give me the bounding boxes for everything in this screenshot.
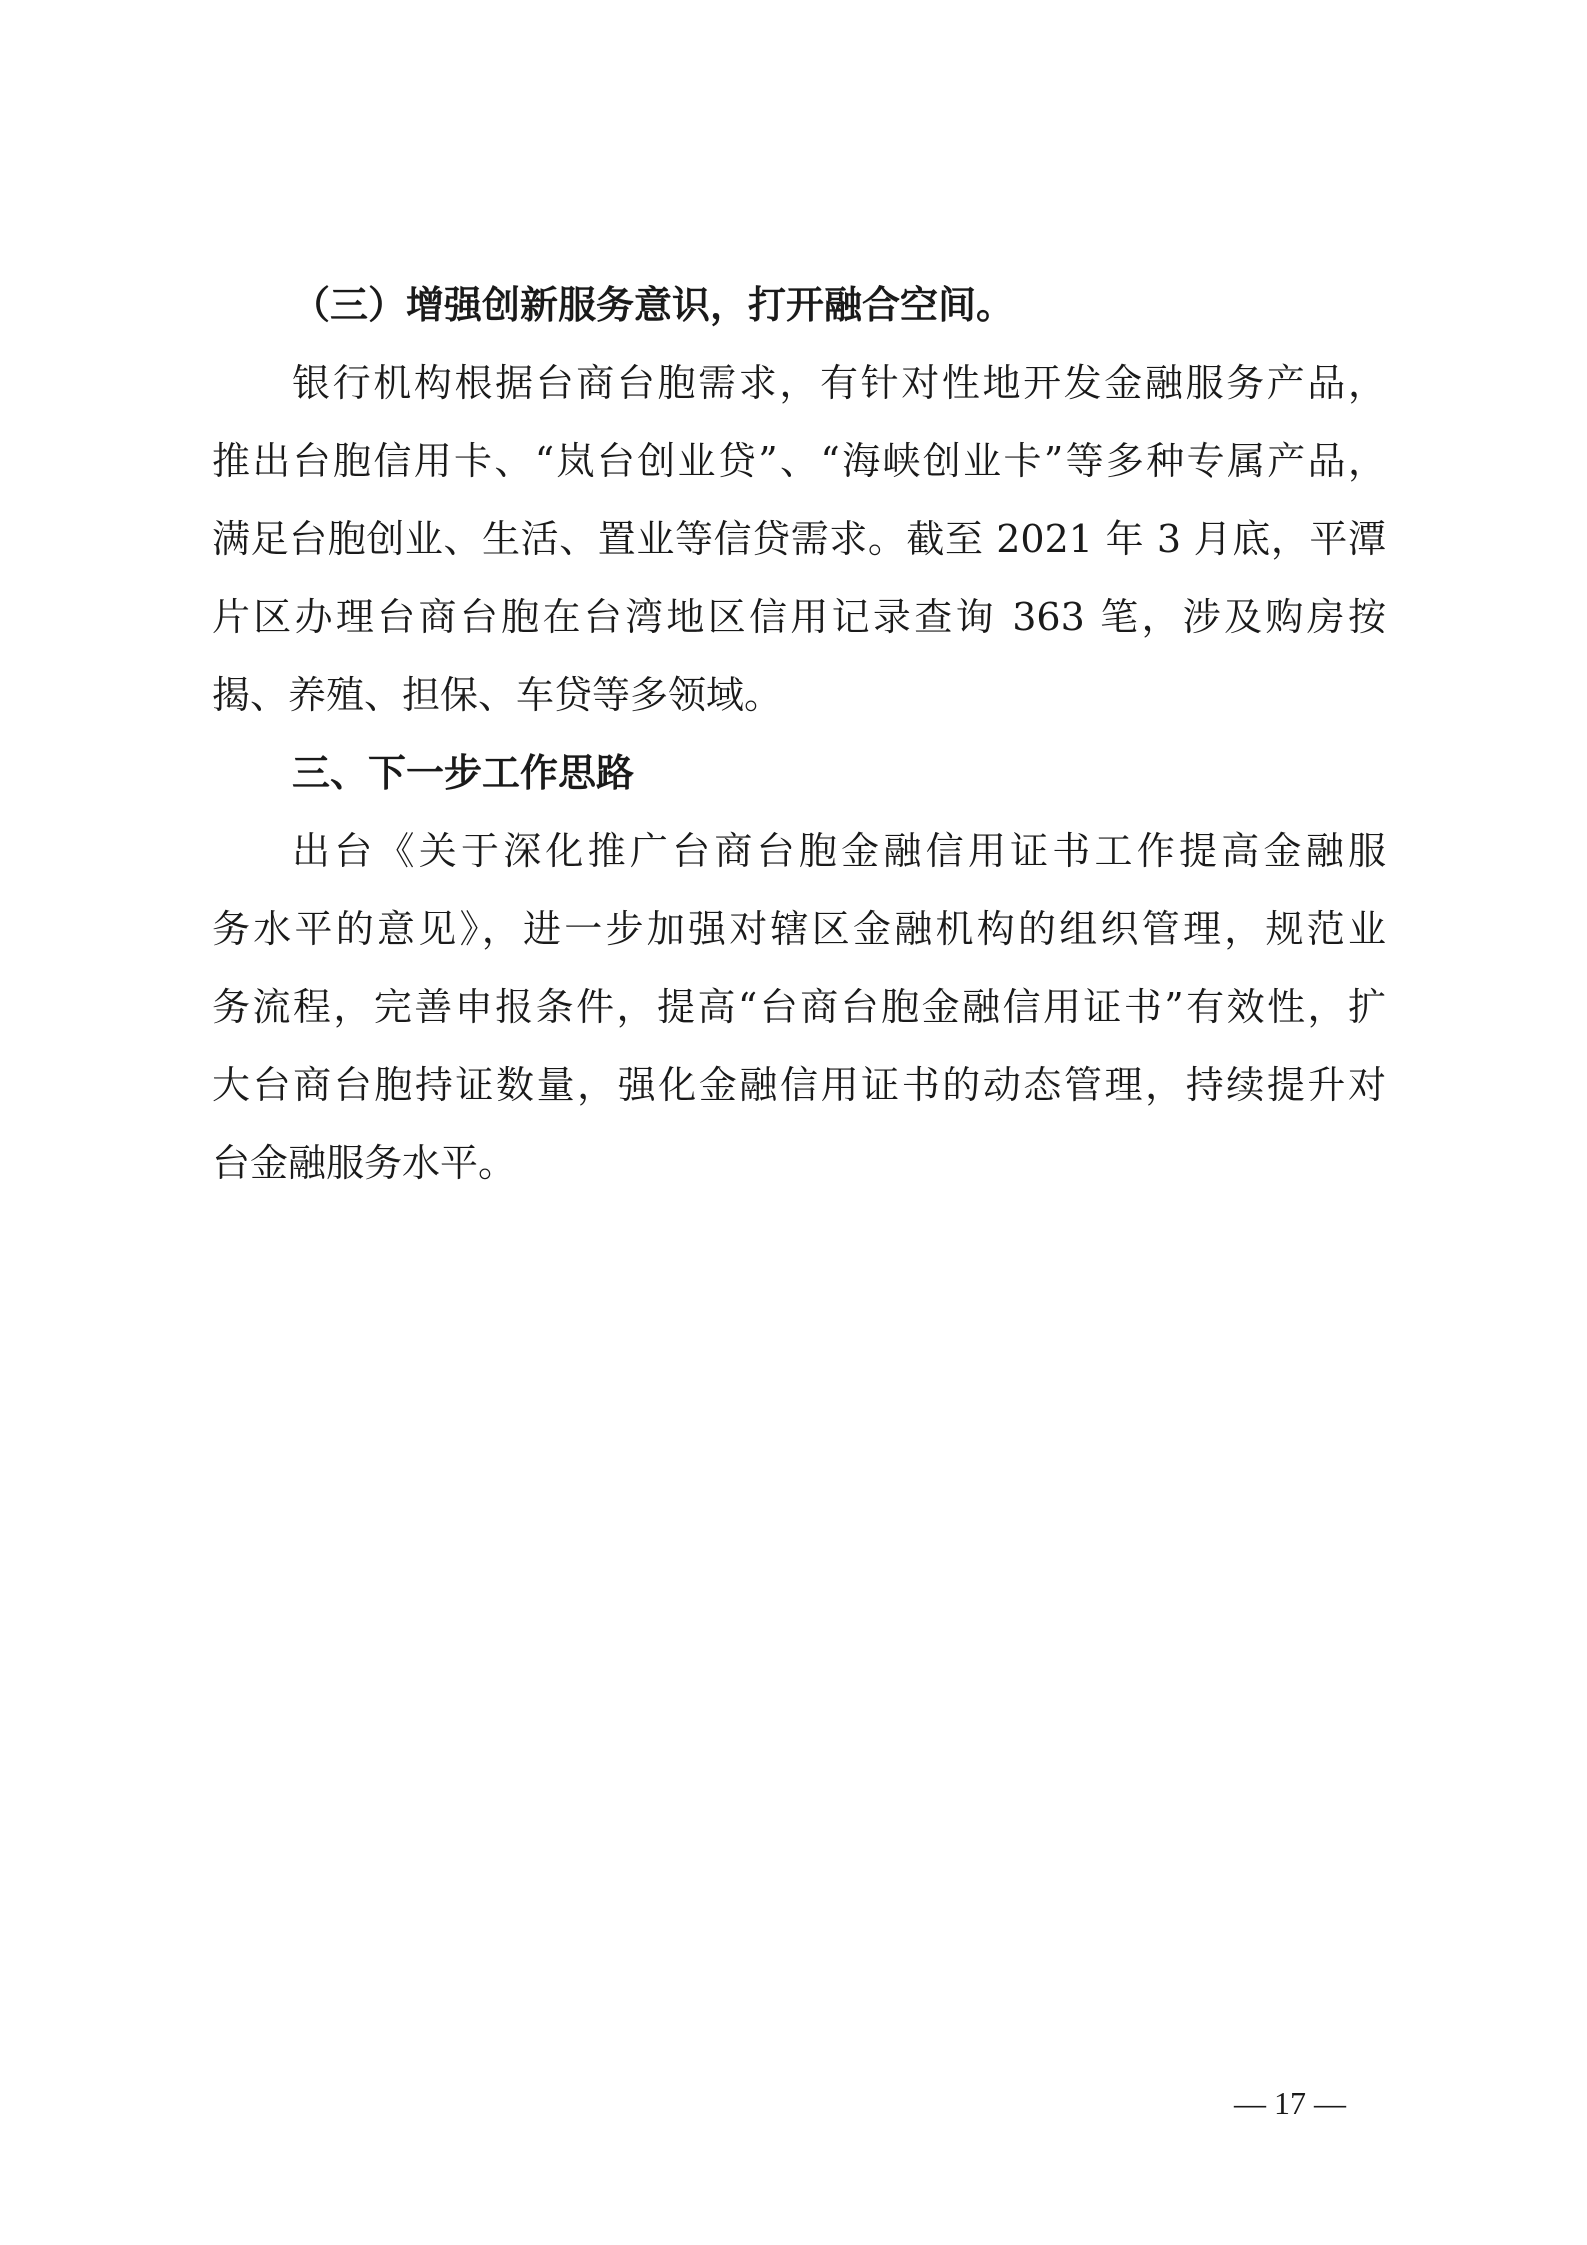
subsection-heading-innovation: （三）增强创新服务意识，打开融合空间。 <box>292 282 1015 327</box>
paragraph-next-steps <box>212 812 1386 1202</box>
section-heading-next-steps: 三、下一步工作思路 <box>292 751 635 795</box>
paragraph-line: 大台商台胞持证数量，强化金融信用证书的动态管理，持续提升对 <box>212 1063 1386 1107</box>
paragraph-line: 揭、养殖、担保、车贷等多领域。 <box>212 673 783 717</box>
page-number: — 17 — <box>1234 2085 1346 2121</box>
paragraph-line: 务流程，完善申报条件，提高“台商台胞金融信用证书”有效性，扩 <box>212 985 1386 1029</box>
paragraph-line: 银行机构根据台商台胞需求，有针对性地开发金融服务产品， <box>292 361 1386 405</box>
paragraph-line: 推出台胞信用卡、“岚台创业贷”、“海峡创业卡”等多种专属产品， <box>212 439 1386 483</box>
paragraph-line: 出台《关于深化推广台商台胞金融信用证书工作提高金融服 <box>292 829 1386 873</box>
paragraph-line: 满足台胞创业、生活、置业等信贷需求。截至 2021 年 3 月底，平潭 <box>212 517 1386 561</box>
paragraph-line: 务水平的意见》，进一步加强对辖区金融机构的组织管理，规范业 <box>212 907 1386 951</box>
paragraph-line: 台金融服务水平。 <box>212 1141 517 1185</box>
paragraph-bank-products <box>212 344 1386 734</box>
paragraph-line: 片区办理台商台胞在台湾地区信用记录查询 363 笔，涉及购房按 <box>212 595 1386 639</box>
